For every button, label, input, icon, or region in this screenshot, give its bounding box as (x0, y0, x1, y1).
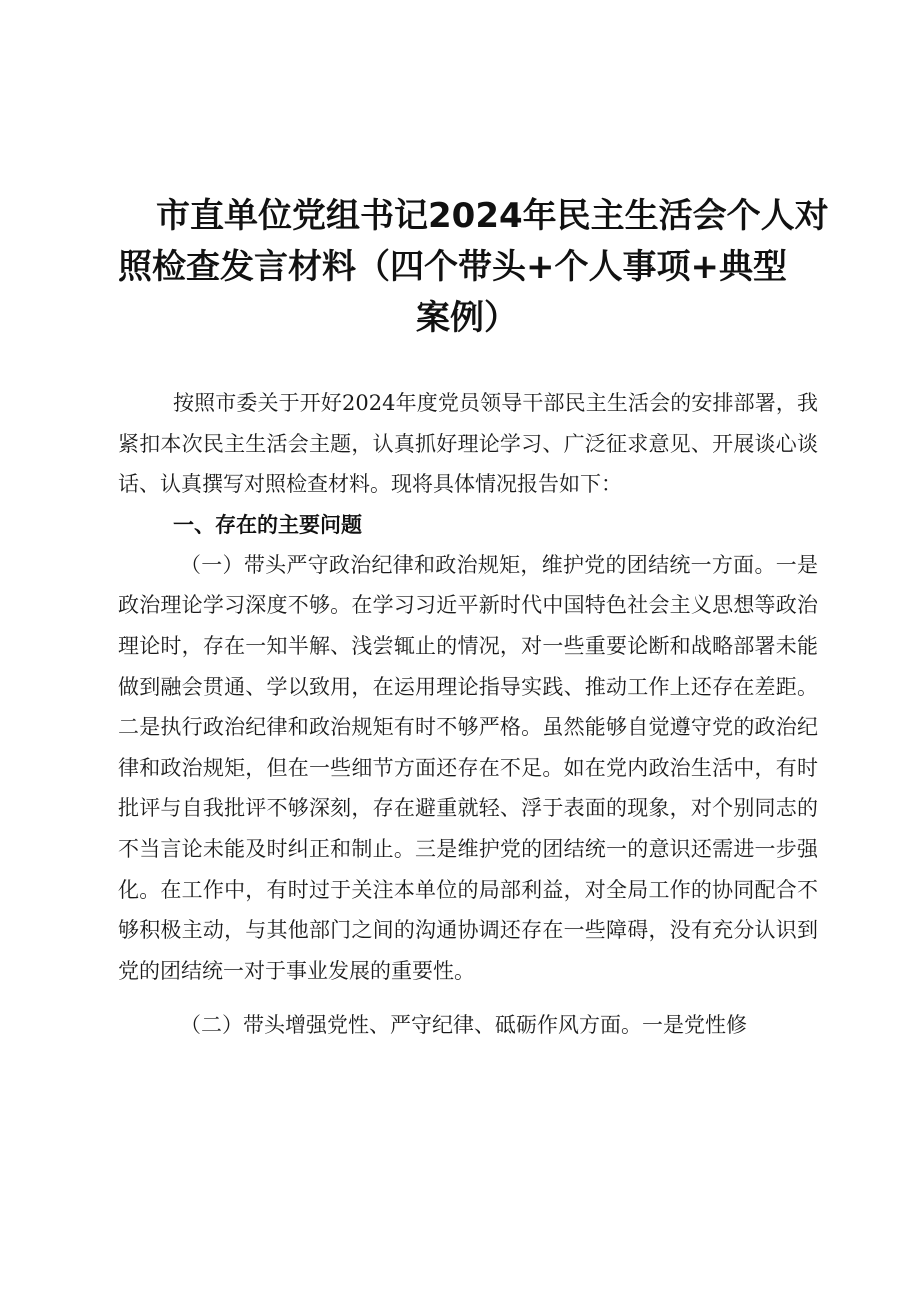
document-title (118, 191, 829, 344)
section-heading: 一、存在的主要问题 (173, 512, 362, 537)
title-line-3: 案例） (416, 297, 518, 338)
title-line-1: 市直单位党组书记2024年民主生活会个人对 (156, 195, 829, 236)
document-body (118, 383, 818, 1046)
paragraph-party-spirit: （二）带头增强党性、严守纪律、砥砺作风方面。一是党性修 (180, 1013, 747, 1038)
paragraph-political-discipline: （一）带头严守政治纪律和政治规矩，维护党的团结统一方面。一是政治理论学习深度不够。在学习习近平新时代中国特色社会主义思想等政治理论时，存在一知半解、浅尝辄止的情况，对一些重要论断和战略部署未能做到融会贯通、学以致用，在运用理论指导实践、推动工作上还存在差距。二是执行政治纪律和政治规矩有时不够严格。虽然能够自觉遵守党的政治纪律和政治规矩，但在一些细节方面还存在不足。如在党内政治生活中，有时批评与自我批评不够深刻，存在避重就轻、浮于表面的现象，对个别同志的不当言论未能及时纠正和制止。三是维护党的团结统一的意识还需进一步强化。在工作中，有时过于关注本单位的局部利益，对全局工作的协同配合不够积极主动，与其他部门之间的沟通协调还存在一些障碍，没有充分认识到党的团结统一对于事业发展的重要性。 (118, 552, 818, 983)
title-line-2: 照检查发言材料（四个带头+个人事项+典型 (118, 246, 787, 287)
intro-paragraph: 按照市委关于开好2024年度党员领导干部民主生活会的安排部署，我紧扣本次民主生活会主题，认真抓好理论学习、广泛征求意见、开展谈心谈话、认真撰写对照检查材料。现将具体情况报告如下： (118, 391, 818, 497)
